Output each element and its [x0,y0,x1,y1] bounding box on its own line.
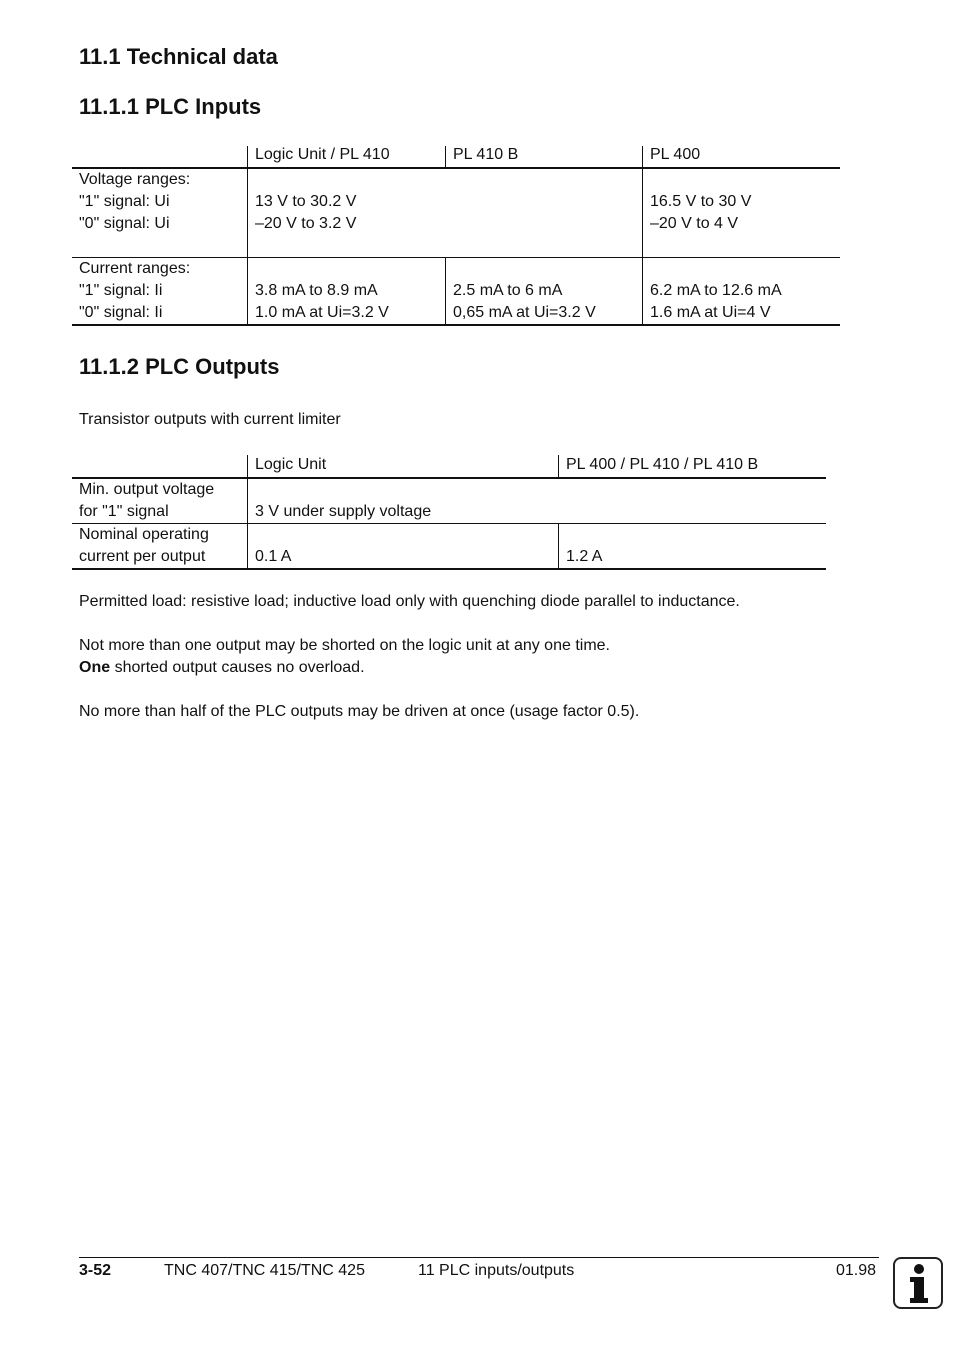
current-logic-values: 3.8 mA to 8.9 mA 1.0 mA at Ui=3.2 V [255,282,389,321]
emphasis-one: One [79,659,111,676]
current-ranges-label: Current ranges: "1" signal: Ii "0" signal: Ii [79,260,191,321]
permitted-load-note: Permitted load: resistive load; inductive load only with quenching diode parallel to inductance. [79,593,740,610]
current-pl400-values: 6.2 mA to 12.6 mA 1.6 mA at Ui=4 V [650,282,782,321]
no-overload-note: One shorted output causes no overload. [79,659,365,676]
footer-page-number: 3-52 [79,1262,112,1279]
header-pl400-pl410-pl410b: PL 400 / PL 410 / PL 410 B [566,456,759,473]
current-pl410b-values: 2.5 mA to 6 mA 0,65 mA at Ui=3.2 V [453,282,596,321]
footer-chapter: 11 PLC inputs/outputs [418,1262,575,1279]
nominal-current-label: Nominal operating current per output [79,526,209,565]
nominal-current-logic-value: 0.1 A [255,548,292,565]
info-icon [893,1257,943,1309]
min-output-voltage-label: Min. output voltage for "1" signal [79,481,215,520]
voltage-pl400-values: 16.5 V to 30 V –20 V to 4 V [650,193,752,232]
min-output-voltage-value: 3 V under supply voltage [255,503,432,520]
header-logic-unit-pl410: Logic Unit / PL 410 [255,146,390,163]
section-title-technical-data: 11.1 Technical data [79,44,278,69]
voltage-ranges-label: Voltage ranges: "1" signal: Ui "0" signal: Ui [79,171,191,232]
outputs-intro-text: Transistor outputs with current limiter [79,411,341,428]
footer-date: 01.98 [836,1262,877,1279]
usage-factor-note: No more than half of the PLC outputs may be driven at once (usage factor 0.5). [79,703,640,720]
nominal-current-pl-value: 1.2 A [566,548,603,565]
header-logic-unit: Logic Unit [255,456,327,473]
voltage-logic-pl410b-values: 13 V to 30.2 V –20 V to 3.2 V [255,193,357,232]
section-title-plc-inputs: 11.1.1 PLC Inputs [79,94,262,119]
header-pl400: PL 400 [650,146,701,163]
footer-rule [79,1257,879,1258]
header-pl410b: PL 410 B [453,146,519,163]
section-title-plc-outputs: 11.1.2 PLC Outputs [79,354,280,379]
footer-models: TNC 407/TNC 415/TNC 425 [164,1262,365,1279]
shorted-output-note: Not more than one output may be shorted on the logic unit at any one time. [79,637,610,654]
